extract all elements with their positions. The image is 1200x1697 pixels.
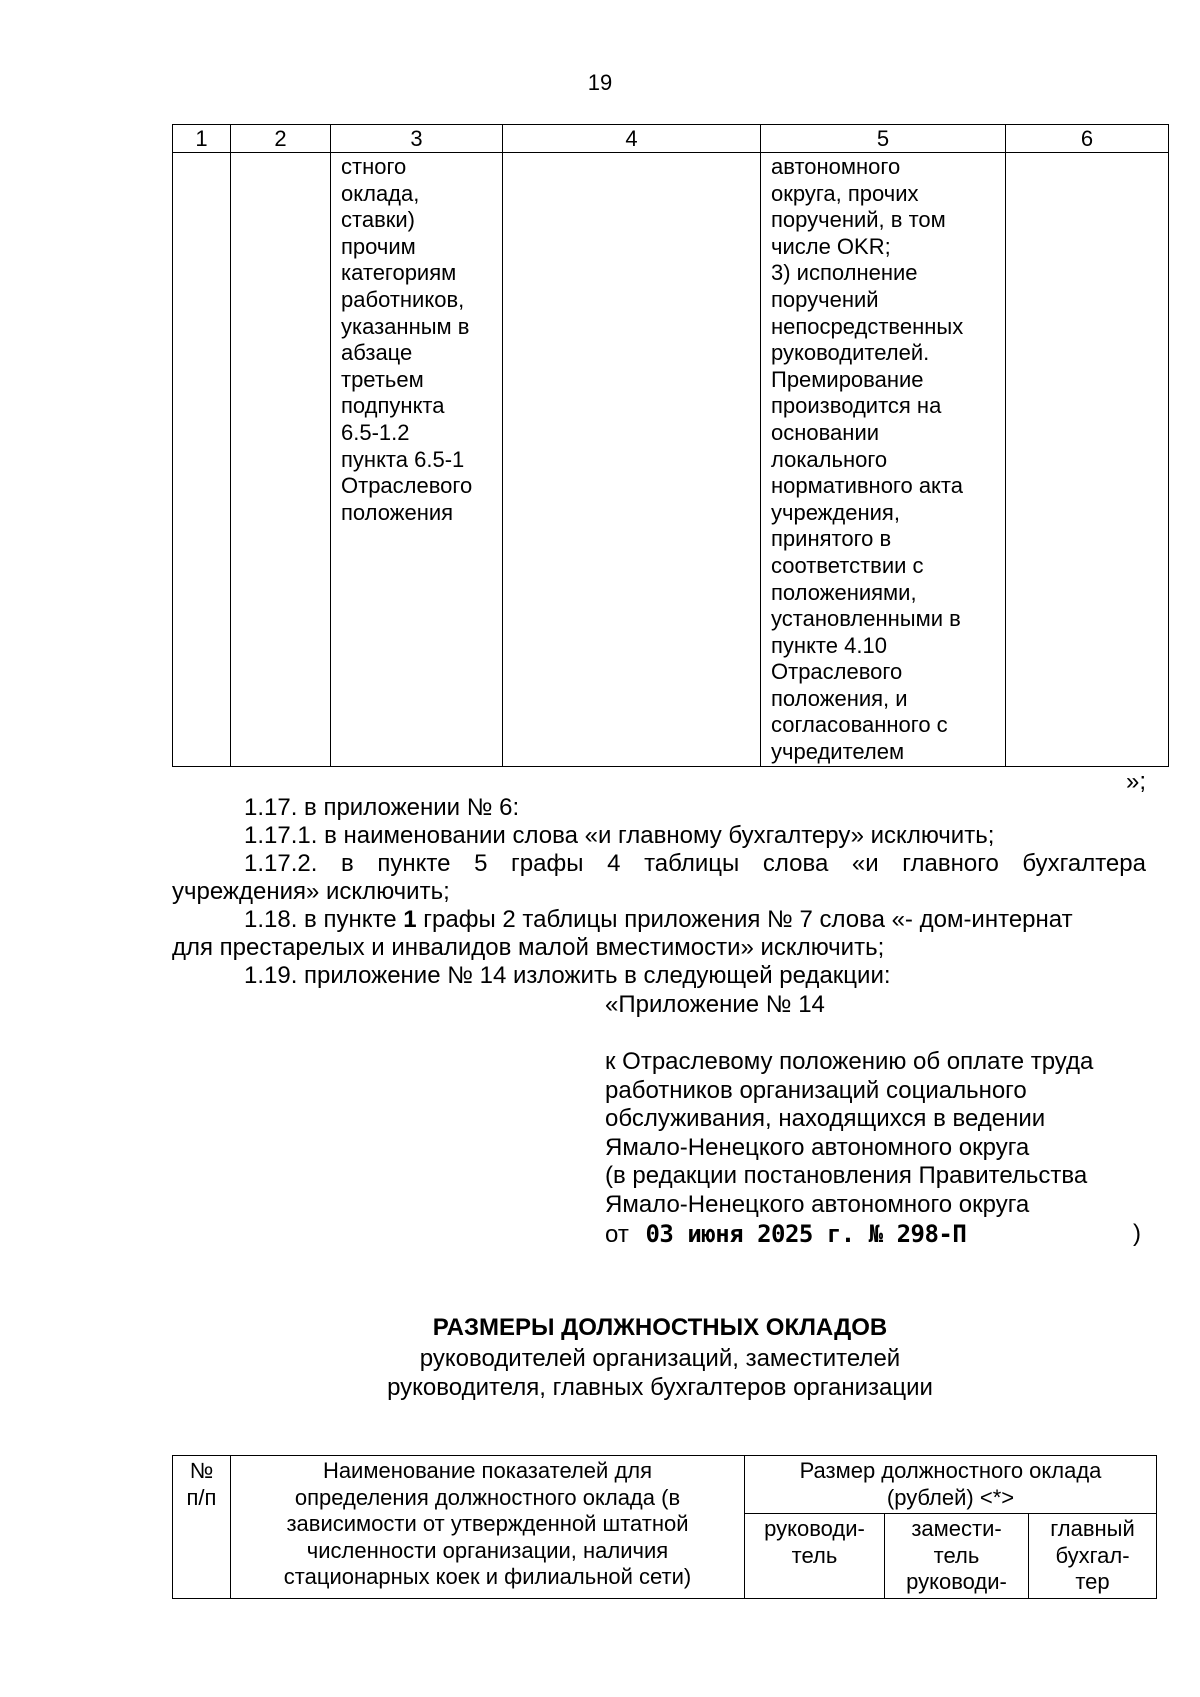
header-salary: Размер должностного оклада (рублей) <*>: [745, 1456, 1157, 1514]
header-cell: 5: [761, 125, 1006, 153]
closing-paren: ): [1133, 1220, 1141, 1247]
appendix-line: обслуживания, находящихся в ведении: [605, 1105, 1046, 1132]
from-label: от: [605, 1221, 629, 1248]
appendix-line: (в редакции постановления Правительства: [605, 1162, 1088, 1189]
table-cell-col5: автономного округа, прочих поручений, в том числе OKR; 3) исполнение поручений непосредственных руководителей. Премирование производится на основании локального нормативного акта учреждения, принятого в соответствии с положениями, установленными в пункте 4.10 Отраслевого положения, и согласованного с учредителем: [761, 153, 1006, 767]
paragraph-1-17-2: 1.17.2. в пункте 5 графы 4 таблицы слова «и главного бухгалтера: [244, 850, 1146, 877]
header-cell: 3: [331, 125, 503, 153]
appendix-line: Ямало-Ненецкого автономного округа: [605, 1191, 1030, 1218]
document-subtitle: руководителей организаций, заместителей: [419, 1345, 901, 1372]
table-cell-empty: [503, 153, 761, 767]
paragraph-1-18: 1.18. в пункте 1 графы 2 таблицы приложения № 7 слова «- дом-интернат: [244, 906, 1073, 933]
table-header-row: [173, 1456, 1157, 1514]
appendix-line: Ямало-Ненецкого автономного округа: [605, 1134, 1030, 1161]
paragraph-1-18-end: для престарелых и инвалидов малой вместимости» исключить;: [172, 934, 885, 961]
paragraph-1-17-2-end: учреждения» исключить;: [172, 878, 450, 905]
header-num: № п/п: [173, 1456, 231, 1599]
header-cell: 1: [173, 125, 231, 153]
document-subtitle: руководителя, главных бухгалтеров организации: [387, 1374, 933, 1401]
appendix-line: работников организаций социального: [605, 1077, 1027, 1104]
document-title: РАЗМЕРЫ ДОЛЖНОСТНЫХ ОКЛАДОВ: [432, 1314, 888, 1341]
table-cell-col3: стного оклада, ставки) прочим категориям работников, указанным в абзаце третьем подпункта 6.5-1.2 пункта 6.5-1 Отраслевого положения: [331, 153, 503, 767]
header-head: руководи- тель: [745, 1514, 885, 1599]
paragraph-1-17: 1.17. в приложении № 6:: [244, 794, 520, 821]
table-cell-empty: [231, 153, 331, 767]
appendix-decree-line: [605, 1220, 966, 1250]
closing-quote: »;: [1125, 768, 1146, 795]
document-title-block: [0, 1312, 1200, 1402]
header-chief-accountant: главный бухгал- тер: [1029, 1514, 1157, 1599]
page-number: 19: [587, 70, 613, 95]
table-row: [173, 153, 1169, 767]
table-header-row: [173, 125, 1169, 153]
paragraph-1-17-1: 1.17.1. в наименовании слова «и главному бухгалтеру» исключить;: [244, 822, 995, 849]
appendix-line: к Отраслевому положению об оплате труда: [605, 1048, 1094, 1075]
appendix-label: «Приложение № 14: [605, 991, 825, 1018]
header-deputy: замести- тель руководи-: [885, 1514, 1029, 1599]
header-indicator: Наименование показателей для определения должностного оклада (в зависимости от утвержденной штатной численности организации, наличия стационарных коек и филиальной сети): [231, 1456, 745, 1599]
decree-date: 03 июня 2025 г. № 298-П: [645, 1220, 967, 1248]
header-cell: 4: [503, 125, 761, 153]
paragraph-1-19: 1.19. приложение № 14 изложить в следующей редакции:: [244, 962, 891, 989]
header-cell: 6: [1006, 125, 1169, 153]
continuation-table: [172, 124, 1169, 767]
header-cell: 2: [231, 125, 331, 153]
table-cell-empty: [1006, 153, 1169, 767]
table-cell-empty: [173, 153, 231, 767]
salary-table: [172, 1455, 1157, 1599]
